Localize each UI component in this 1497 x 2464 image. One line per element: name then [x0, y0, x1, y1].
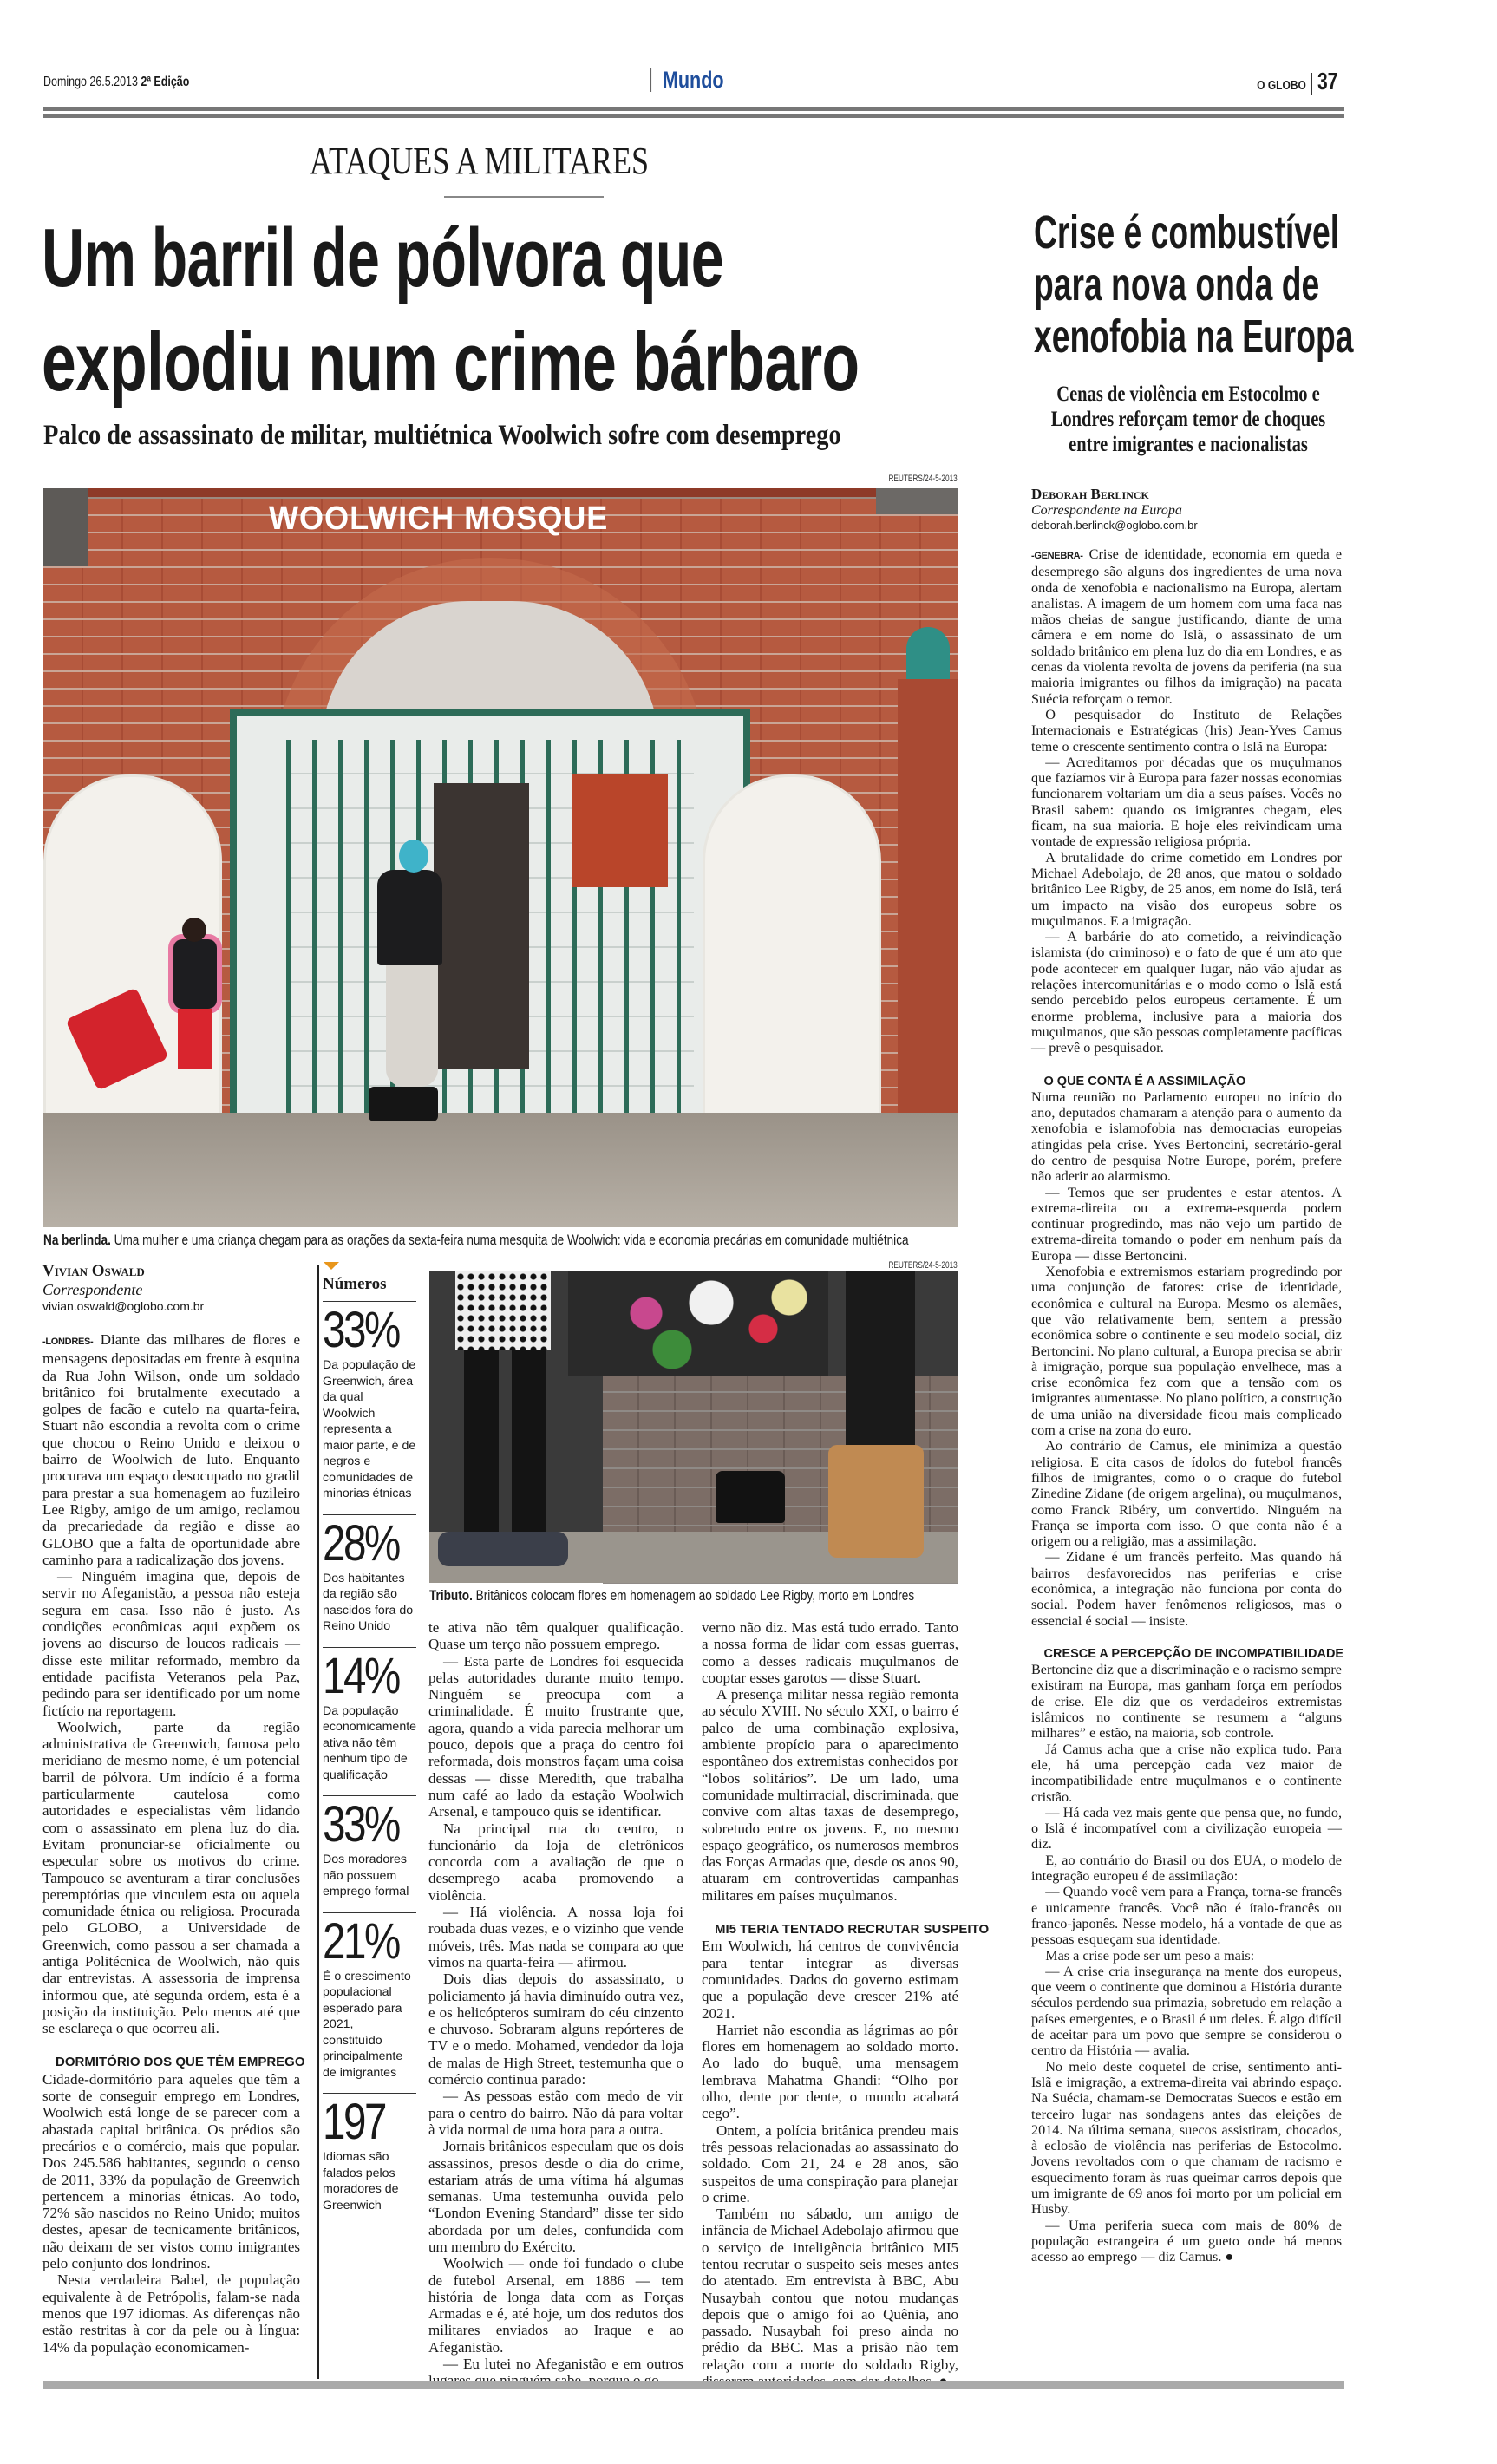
article-column — [42, 1331, 305, 2381]
column-divider — [317, 1265, 319, 2379]
paragraph: — Eu lutei no Afeganistão e em outros — [443, 2356, 683, 2373]
pavement — [43, 1113, 958, 1227]
tribute-photo — [429, 1271, 958, 1583]
side-article-column — [1031, 546, 1342, 2375]
author-role: Correspondente — [42, 1281, 143, 1298]
photo-caption — [43, 1232, 1125, 1249]
paragraph: A brutalidade do crime cometido em Londres por Michael Adebolajo, de 28 anos, que matou o soldado britânico Lee Rigby, de 25 anos, em nome do Islã, terá um impacto na visão dos europeus sobre os muçulmanos. E a imigração. — [1031, 849, 1342, 929]
paragraph: — Acreditamos por décadas que os muçulmanos que fazíamos vir à Europa para fazer nossas economias funcionarem voltariam um dia a seus países. Vocês no Brasil sabem: quando os imigrantes chegam, eles ficam, na sua maioria. E hoje eles reivindicam uma vontade de expressão religiosa própria. — [1031, 754, 1342, 850]
caption-text: Uma mulher e uma criança chegam para as orações da sexta-feira numa mesquita de Woolwich: vida e economia precárias em comunidade multiétnica — [114, 1232, 909, 1248]
paragraph: — Ninguém imagina que, depois de servir no Afeganistão, a pessoa não esteja segura em casa. Isso não é justo. As condições econômicas aqui expõem os jovens ao discurso de loucos radicais — disse este militar reformado, membro da entidade pacifista Veteranos pela Paz, pedindo para ser identificado por um nome fictício na reportagem. — [42, 1568, 300, 1719]
stat-desc: Da população de Greenwich, área da qual Woolwich representa a maior parte, é de negros e comunidades de minorias étnicas — [323, 1358, 416, 1500]
photo-credit — [866, 474, 958, 484]
stat-desc: É o crescimento populacional esperado para 2021, constituído principalmente de imigrantes — [323, 1969, 411, 2080]
ornamental-panel — [703, 774, 881, 1118]
author-name: Deborah Berlinck — [1031, 486, 1149, 502]
author-name: Vivian Oswald — [42, 1262, 145, 1280]
paragraph: Bertoncine diz que a discriminação e o racismo sempre existiram na Europa, mas ganham força em períodos de crise. Ele diz que os verdadeiros extremistas islâmicos no continente se resumem a “alguns milhares” e estão, na maioria, sob controle. — [1031, 1662, 1342, 1742]
paragraph: Numa reunião no Parlamento europeu no início do ano, deputados chamaram a atenção para o aumento da xenofobia e islamofobia nas democracias europeias atingidas pela crise. Yves Bertoncini, secretário-geral do centro de pesquisa Notre Europe, porém, prefere não aderir ao alarmismo. — [1031, 1088, 1342, 1185]
credit-text: REUTERS/24-5-2013 — [888, 474, 958, 484]
photo-caption — [429, 1587, 1036, 1605]
stat-value: 28% — [323, 1514, 399, 1572]
paragraph: verno não diz. Mas está tudo errado. Tanto a nossa forma de lidar com essas guerras, como a desses radicais muçulmanos de cooptar esses garotos — disse Stuart. — [702, 1619, 958, 1686]
subheadline-text: Cenas de violência em Estocolmo e — [1056, 382, 1320, 406]
byline — [1031, 486, 1343, 532]
section-subhead: MI5 TERIA TENTADO RECRUTAR SUSPEITO — [715, 1922, 990, 1938]
stat-item — [323, 1647, 416, 1784]
stat-desc: Idiomas são falados pelos moradores de Greenwich — [323, 2150, 399, 2212]
side-subheadline — [1006, 382, 1370, 457]
paragraph: Xenofobia e extremismos estariam progredindo por uma conjunção de fatores: crise de identidade, econômica e cultural na Europa. Mesmo os alemães, que vão relativamente bem, sentem a pressão econômica sobre o continente e seu modelo social, diz Bertoncini. No plano cultural, a Europa precisa se abrir à imigração, porque sua população envelhece, mas a crise econômica fez com que a tensão com os imigrantes aumentasse. No plano político, a construção de uma união na diversidade ficou mais complicado com a crise na zona do euro. — [1031, 1264, 1342, 1439]
stat-value: 14% — [323, 1647, 399, 1704]
dateline: -LONDRES- — [42, 1337, 94, 1347]
sneakers — [438, 1532, 568, 1566]
paragraph: Em Woolwich, há centros de convivência para tentar integrar as diversas comunidades. Dados do governo estimam que a população deve crescer 21% até 2021. — [702, 1938, 958, 2022]
section-subhead: O QUE CONTA É A ASSIMILAÇÃO — [1043, 1074, 1246, 1088]
section-name: Mundo — [650, 68, 735, 92]
article-column — [702, 1619, 990, 2382]
leg — [464, 1350, 499, 1540]
flowers — [568, 1271, 828, 1376]
sign-text: WOOLWICH MOSQUE — [269, 500, 609, 537]
pillar — [898, 679, 958, 1130]
paragraph: Harriet não escondia as lágrimas ao pôr flores em homenagem ao soldado morto. Ao lado do buquê, uma mensagem lembrava Mahatma Ghandi: “Olho por olho, dente por dente, o mundo acabará cego”. — [702, 2021, 958, 2122]
leg — [512, 1350, 546, 1532]
paragraph: — Uma periferia sueca com mais de 80% de população estrangeira é um gueto onde há menos acesso ao emprego — diz Camus. ● — [1031, 2217, 1342, 2265]
paragraph: Ao contrário de Camus, ele minimiza a questão religiosa. E cita casos de ídolos do futebol francês filhos de imigrantes, como o o craque do futebol Zinedine Zidane (de origem argelina), ou muçulmanos, como Franck Ribéry, um convertido. Ninguém na França se importa com isso. O que conta não é a origem ou a religião, mas a assimilação. — [1031, 1438, 1342, 1550]
paragraph: O pesquisador do Instituto de Relações Internacionais e Estratégicas (Iris) Jean-Yves Camus teme o crescente sentimento contra o Islã na Europa: — [1031, 706, 1342, 755]
paragraph: te ativa não têm qualquer qualificação. Quase um terço não possuem emprego. — [428, 1619, 683, 1653]
headline-line — [42, 212, 1002, 304]
window — [876, 488, 958, 514]
ugg-boot — [828, 1445, 924, 1558]
author-email[interactable]: deborah.berlinck@oglobo.com.br — [1031, 519, 1198, 532]
child-head — [182, 918, 206, 942]
paragraph: Ontem, a polícia britânica prendeu mais três pessoas relacionadas ao assassinato do soldado. Com 21, 24 e 28 anos, são suspeitos de uma conspiração para planejar o crime. — [702, 2121, 958, 2206]
paragraph: Já Camus acha que a crise não explica tudo. Para ele, há uma percepção cada vez maior de incompatibilidade entre muçulmanos e o continente cristão. — [1031, 1741, 1342, 1805]
subheadline-text: Londres reforçam temor de choques — [1050, 408, 1326, 431]
stat-item — [323, 2093, 416, 2213]
roof-band — [43, 488, 958, 499]
mosque-sign — [269, 500, 626, 538]
author-role: Correspondente na Europa — [1031, 503, 1182, 518]
stat-item — [323, 1514, 416, 1635]
stat-desc: Dos habitantes da região são nascidos fora do Reino Unido — [323, 1571, 414, 1633]
paragraph: — Há violência. A nossa loja foi roubada duas vezes, e o vizinho que vende móveis, três. Mas nada se compara ao que vimos na quarta-feira — afirmou. — [428, 1904, 683, 1971]
minaret-dome — [906, 627, 950, 679]
kicker — [0, 139, 958, 183]
header-rule — [43, 114, 1344, 118]
paragraph: Nesta verdadeira Babel, de população equivalente à de Petrópolis, falam-se nada menos que 197 idiomas. As diferenças não estão restritas à cor da pele ou à língua: 14% da população economicamen- — [42, 2271, 300, 2356]
section-subhead: CRESCE A PERCEPÇÃO DE INCOMPATIBILIDADE — [1043, 1646, 1344, 1661]
triangle-marker-icon — [324, 1262, 339, 1270]
section-subhead: DORMITÓRIO DOS QUE TÊM EMPREGO — [56, 2055, 305, 2070]
paragraph: — As pessoas estão com medo de vir para o centro do bairro. Não dá para voltar à vida normal de uma hora para a outra. — [428, 2088, 683, 2138]
paragraph: — Zidane é um francês perfeito. Mas quando há bairros desfavorecidos nas periferias e crise econômica, a integração não funciona por conta do social. Podem haver fenômenos religiosos, mas o essencial é social — insiste. — [1031, 1549, 1342, 1629]
caption-lead: Na berlinda. — [43, 1232, 111, 1248]
kicker-text: ATAQUES A MILITARES — [309, 140, 649, 182]
paragraph: Woolwich — onde foi fundado o clube de futebol Arsenal, em 1886 — tem história de longa data com as Forças Armadas e é, até hoje, um dos redutos dos militares enviados ao Iraque e ao Afeganistão. — [428, 2255, 683, 2356]
subheadline-text: Palco de assassinato de militar, multiétnica Woolwich sofre com desemprego — [43, 420, 841, 451]
paragraph: No meio deste coquetel de crise, sentimento anti-Islã e imigração, a extrema-direita vai abrindo espaço. Na Suécia, chamam-se Democratas Suecos e estão em terceiro lugar nas sondagens antes das eleições de 2014. Na última semana, suecos assistiram, chocados, à eclosão de violência nas periferias de Estocolmo. Jovens revoltados com o que chamam de racismo e esquecimento foram às ruas queimar carros depois que um imigrante de 69 anos foi morto por um policial em Husby. — [1031, 2058, 1342, 2218]
stat-item — [323, 1301, 416, 1502]
paragraph: Woolwich, parte da região administrativa de Greenwich, famosa pelo meridiano de mesmo nome, é um potencial barril de pólvora. Um indício é a forma particularmente cautelosa como autoridades e especialistas vêm lidando com o assassinato em plena luz do dia. Evitam pronunciar-se oficialmente ou especular sobre os motivos do crime. Tampouco se aventuram a tirar conclusões peremptórias que vinculem esta ou aquela comunidade étnica ou religiosa. Procurada pelo GLOBO, a Universidade de Greenwich, como passou a ser chamada a antiga Politécnica de Woolwich, não quis dar entrevistas. A assessoria de imprensa informou que, até segunda ordem, esta é a posição da instituição. Pelo menos até que se esclareça o que ocorreu ali. — [42, 1718, 300, 2037]
polka-dot-skirt — [455, 1271, 551, 1350]
caption-text: Britânicos colocam flores em homenagem ao soldado Lee Rigby, morto em Londres — [475, 1587, 915, 1604]
mosque-photo — [43, 488, 958, 1227]
credit-text: REUTERS/24-5-2013 — [888, 1260, 958, 1271]
paragraph: Crise de identidade, economia em queda e desemprego são alguns dos ingredientes de uma nova onda de xenofobia e nacionalismo na Europa, alertam analistas. A imagem de um homem com uma faca nas mãos cheias de sangue justificando, diante de uma câmera e em nome do Islã, o assassinato de um soldado britânico em plena luz do dia em Londres, e as cenas da violenta revolta de jovens da periferia (na sua maioria imigrantes ou filhos da imigração) na pacata Suécia reforçam o temor. — [1031, 546, 1343, 707]
woman-coat — [377, 870, 442, 965]
child — [173, 939, 217, 1009]
byline — [42, 1262, 303, 1313]
numbers-box — [323, 1262, 416, 2225]
paragraph: — Quando você vem para a França, torna-se francês e unicamente francês. Você não é ítalo-francês ou franco-japonês. Nesse modelo, há a vontade de que as pessoas esqueçam sua identidade. — [1031, 1884, 1342, 1948]
paragraph: Diante das milhares de flores e mensagens depositadas em frente à esquina da Rua John Wilson, onde um soldado britânico foi brutalmente executado a golpes de facão e cutelo na quarta-feira, Stuart não escondia a revolta com o crime que chocou o Reino Unido e deixou o bairro de Woolwich de luto. Enquanto procurava um espaço desocupado no gradil para prestar a sua homenagem ao fuzileiro Lee Rigby, amigo de um amigo, reclamou da precariedade da região e disse ao GLOBO que a falta de oportunidade abre caminho para a radicalização dos jovens. — [42, 1331, 300, 1568]
article-column — [428, 1619, 683, 2382]
stat-item — [323, 1912, 416, 2082]
paragraph: Mas a crise pode ser um peso a mais: — [1045, 1947, 1255, 1964]
footer-bar — [43, 2381, 1344, 2389]
headline-text: Um barril de pólvora que — [42, 212, 723, 304]
headline-text: para nova onda de — [1034, 258, 1320, 310]
headline-text: explodiu num crime bárbaro — [42, 316, 860, 408]
boots — [716, 1471, 785, 1523]
paragraph: E, ao contrário do Brasil ou dos EUA, o modelo de integração europeu é de assimilação: — [1031, 1852, 1342, 1885]
paragraph: — A barbárie do ato cometido, a reivindicação islamista (do criminoso) e o fato de que é um ato que pode acontecer em qualquer lugar, não vão ajudar as relações intercomunitárias e o modo como o Islã está sendo percebido pelos europeus certamente. É um enorme problema, inclusive para a maioria dos muçulmanos, que são pessoas completamente pacíficas — prevê o pesquisador. — [1031, 929, 1342, 1056]
edition: 2ª Edição — [141, 75, 190, 89]
paragraph: Também no sábado, um amigo de infância de Michael Adebolajo afirmou que o serviço de inteligência britânico MI5 tentou recrutar o suspeito seis meses antes do atentado. Em entrevista à BBC, Abu Nusaybah contou que notou mudanças depois que o amigo foi ao Quênia, ano passado. Nusaybah foi preso ainda no prédio da BBC. Mas a prisão não tem relação com a morte do soldado Rigby, — [702, 2206, 958, 2373]
paragraph: — Esta parte de Londres foi esquecida pelas autoridades durante muito tempo. Ninguém se preocupa com a criminalidade. É muito frustrante que, agora, quando a vida parecia melhorar um pouco, depois que a praça do centro foi reformada, dois monstros façam uma coisa dessas — disse Meredith, que trabalha num café ao lado da estação Woolwich Arsenal, e tampouco quis se identificar. — [428, 1652, 683, 1820]
stat-value: 33% — [323, 1796, 399, 1853]
leg — [846, 1271, 915, 1445]
newspaper-name: O GLOBO — [1257, 78, 1306, 93]
subheadline-text: entre imigrantes e nacionalistas — [1069, 433, 1308, 456]
page-number: 37 — [1317, 68, 1338, 95]
paragraph: Cidade-dormitório para aqueles que têm a sorte de conseguir emprego em Londres, Woolwich está longe de se parecer com a abastada capital britânica. Os prédios são precários e o comércio, mais que popular. Dos 245.586 habitantes, segundo o censo de 2011, 33% da população de Greenwich pertencem a minorias étnicas. Ao todo, 72% são nascidos no Reino Unido; muitos destes, apesar de tecnicamente britânicos, não deixam de ser vistos como imigrantes pelo conjunto dos londrinos. — [42, 2070, 300, 2272]
paragraph: — Há cada vez mais gente que pensa que, no fundo, o Islã é incompatível com a civilização europeia — diz. — [1031, 1804, 1342, 1853]
subheadline — [43, 420, 971, 452]
paragraph: — A crise cria insegurança na mente dos europeus, que veem o continente que dominou a História durante séculos perdendo sua primazia, sobretudo em relação a países emergentes, e o Brasil é um deles. É algo difícil de aceitar para um povo que sempre se considerou o centro da História — avalia. — [1031, 1963, 1342, 2059]
paragraph: Jornais britânicos especulam que os dois assassinos, presos desde o dia do crime, estariam atrás de uma vítima há algumas semanas. Uma testemunha ouvida pelo “London Evening Standard” disse ter sido abordada por um deles, confundida com um membro do Exército. — [428, 2138, 683, 2255]
date: Domingo 26.5.2013 — [43, 75, 138, 89]
numbers-title: Números — [323, 1275, 387, 1293]
author-email[interactable]: vivian.oswald@oglobo.com.br — [42, 1299, 205, 1313]
headline-text: Crise é combustível — [1034, 206, 1340, 258]
headline-text: xenofobia na Europa — [1034, 310, 1354, 363]
divider — [1311, 73, 1312, 95]
stat-item — [323, 1795, 416, 1900]
page-info — [1245, 68, 1344, 95]
kicker-divider — [444, 196, 604, 198]
window — [43, 488, 88, 566]
paragraph: A presença militar nessa região remonta ao século XVIII. No século XXI, o bairro é palco de uma combinação explosiva, ambiente propício para o aparecimento espontâneo dos extremistas conhecidos por “lobos solitários”. De um lado, uma comunidade multirracial, discriminada, que convive com altas taxas de desemprego, sobretudo entre os jovens. E, no mesmo espaço geográfico, os numerosos membros das Forças Armadas que, desde os anos 90, atuaram em controvertidas campanhas militares em países muçulmanos. — [702, 1686, 958, 1904]
header-rule — [43, 107, 1344, 111]
headline-line — [42, 316, 1139, 408]
paragraph: Dois dias depois do assassinato, o policiamento já havia diminuído outra vez, e os helicópteros sumiram do céu cinzento e chuvoso. Sobraram alguns repórteres de TV e o medo. Mohamed, vendedor da loja de malas de High Street, testemunha que o comércio continua parado: — [428, 1971, 683, 2088]
notice — [572, 774, 668, 887]
doorway — [434, 783, 529, 1069]
section-label — [0, 68, 1386, 92]
child-boots — [178, 1009, 212, 1069]
stat-value: 21% — [323, 1912, 399, 1970]
dateline: -GENEBRA- — [1031, 551, 1083, 561]
stat-desc: Dos moradores não possuem emprego formal — [323, 1853, 409, 1899]
caption-lead: Tributo. — [429, 1587, 473, 1604]
stat-value: 33% — [323, 1302, 399, 1358]
side-headline — [1034, 206, 1497, 363]
paragraph: — Temos que ser prudentes e estar atentos. A extrema-direita ou a extrema-esquerda podem continuar progredindo, mas não vejo um partido de extrema-direita tomando o poder em nenhum país da Europa — disse Bertoncini. — [1031, 1184, 1342, 1264]
headscarf — [399, 840, 428, 873]
photo-credit — [866, 1260, 958, 1271]
stat-desc: Da população economicamente ativa não têm nenhum tipo de qualificação — [323, 1703, 417, 1782]
boots — [369, 1087, 438, 1121]
paragraph: Na principal rua do centro, o funcionário da loja de eletrônicos concorda com a avaliação de que o desemprego acaba promovendo a violência. — [428, 1820, 683, 1904]
stat-value: 197 — [323, 2094, 385, 2150]
